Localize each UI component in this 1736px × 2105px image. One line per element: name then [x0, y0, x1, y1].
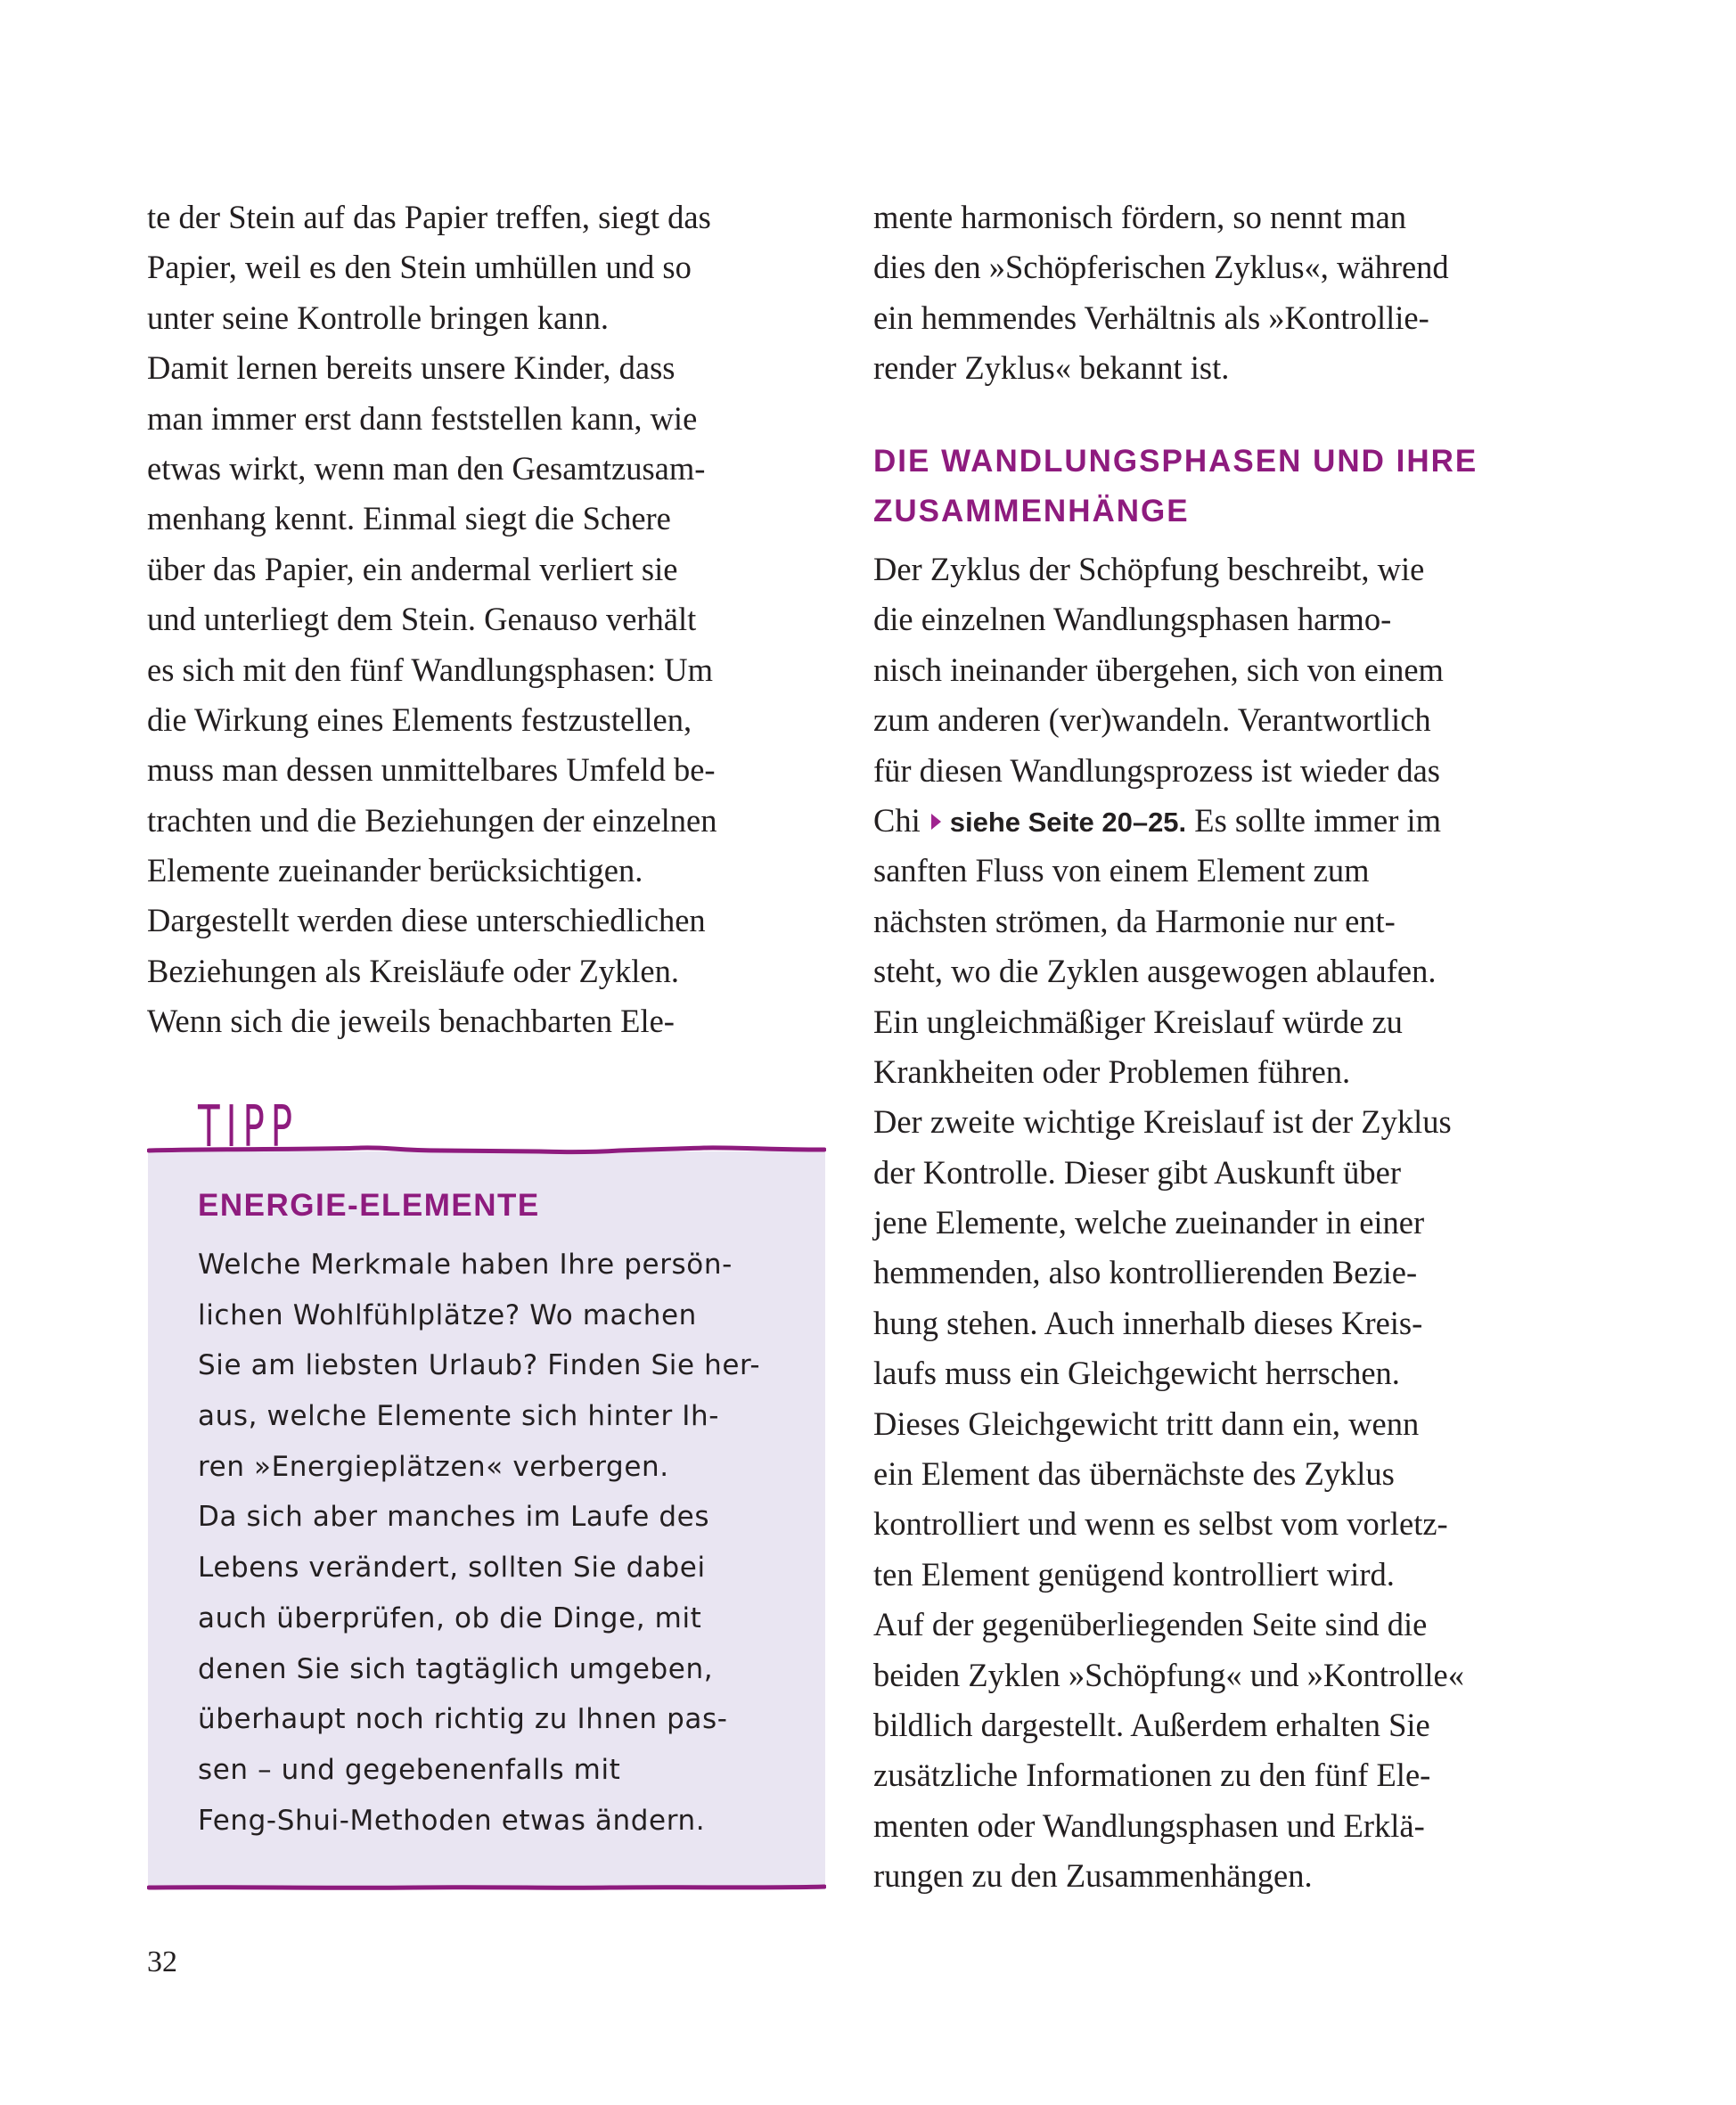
- text-line: mente harmonisch fördern, so nennt man: [873, 199, 1407, 235]
- text-line: Krankheiten oder Problemen führen.: [873, 1052, 1351, 1090]
- text-line: Ein ungleichmäßiger Kreislauf würde zu: [873, 1003, 1403, 1040]
- text-line: hemmenden, also kontrollierenden Bezie-: [873, 1254, 1418, 1291]
- text-line: Welche Merkmale haben Ihre persön-: [198, 1249, 733, 1281]
- text-line: nisch ineinander übergehen, sich von einem: [873, 651, 1444, 688]
- text-line: man immer erst dann feststellen kann, wie: [147, 399, 698, 437]
- tipp-top-line: [147, 1144, 826, 1155]
- text-line: ein Element das übernächste des Zyklus: [873, 1455, 1395, 1493]
- text-line: Wenn sich die jeweils benachbarten Ele-: [147, 1003, 675, 1040]
- text-line: der Kontrolle. Dieser gibt Auskunft über: [873, 1153, 1401, 1191]
- text-line: te der Stein auf das Papier treffen, siegt das: [147, 199, 711, 235]
- section-heading-line: DIE WANDLUNGSPHASEN UND IHRE: [873, 444, 1478, 479]
- text-line: es sich mit den fünf Wandlungsphasen: Um: [147, 651, 714, 688]
- text-line: rungen zu den Zusammenhängen.: [873, 1857, 1313, 1895]
- text-line: ein hemmendes Verhältnis als »Kontrollie-: [873, 299, 1429, 336]
- text-line: muss man dessen unmittelbares Umfeld be-: [147, 751, 716, 789]
- section-heading-line: ZUSAMMENHÄNGE: [873, 494, 1190, 528]
- text-line: Dargestellt werden diese unterschiedlichen: [147, 902, 706, 939]
- text-line: jene Elemente, welche zueinander in einer: [873, 1204, 1425, 1241]
- text-line: dies den »Schöpferischen Zyklus«, während: [873, 249, 1449, 286]
- text-line: bildlich dargestellt. Außerdem erhalten Sie: [873, 1706, 1430, 1743]
- text-line: nächsten strömen, da Harmonie nur ent-: [873, 902, 1396, 939]
- text-line: die Wirkung eines Elements festzustellen,: [147, 700, 692, 738]
- right-column-intro: [873, 192, 1449, 394]
- text-line: aus, welche Elemente sich hinter Ih-: [198, 1400, 720, 1433]
- left-column-text: [147, 192, 717, 1047]
- text-line: laufs muss ein Gleichgewicht herrschen.: [873, 1355, 1400, 1392]
- text-line: zum anderen (ver)wandeln. Verantwortlich: [873, 701, 1431, 739]
- section-heading: [873, 437, 1478, 536]
- text-line: Der zweite wichtige Kreislauf ist der Zyklus: [873, 1103, 1452, 1141]
- text-line: trachten und die Beziehungen der einzelnen: [147, 801, 717, 839]
- text-line: etwas wirkt, wenn man den Gesamtzusam-: [147, 449, 706, 487]
- text-line: sen – und gegebenenfalls mit: [198, 1753, 621, 1786]
- tipp-bottom-line: [147, 1882, 826, 1893]
- text-line: unter seine Kontrolle bringen kann.: [147, 299, 609, 336]
- text-line: Beziehungen als Kreisläufe oder Zyklen.: [147, 952, 679, 989]
- text-line: Papier, weil es den Stein umhüllen und so: [147, 249, 692, 286]
- tipp-title: TIPP: [198, 1094, 299, 1160]
- text-line: und unterliegt dem Stein. Genauso verhält: [147, 601, 697, 638]
- text-line: Da sich aber manches im Laufe des: [198, 1501, 710, 1534]
- text-line: Elemente zueinander berücksichtigen.: [147, 852, 643, 889]
- text-line: beiden Zyklen »Schöpfung« und »Kontrolle«: [873, 1656, 1464, 1693]
- arrow-right-icon: [931, 814, 941, 830]
- text-line: render Zyklus« bekannt ist.: [873, 349, 1230, 387]
- text-line: über das Papier, ein andermal verliert sie: [147, 550, 678, 587]
- text-line: auch überprüfen, ob die Dinge, mit: [198, 1601, 702, 1634]
- text-line: Sie am liebsten Urlaub? Finden Sie her-: [198, 1349, 761, 1382]
- text-line: ten Element genügend kontrolliert wird.: [873, 1555, 1395, 1593]
- page-reference-link[interactable]: siehe Seite 20–25.: [949, 806, 1187, 838]
- tipp-heading: ENERGIE-ELEMENTE: [198, 1188, 540, 1223]
- text-line: zusätzliche Informationen zu den fünf Ele-: [873, 1757, 1431, 1794]
- text-line: menten oder Wandlungsphasen und Erklä-: [873, 1806, 1425, 1844]
- right-column-body: [873, 545, 1464, 1902]
- text-line: Dieses Gleichgewicht tritt dann ein, wenn: [873, 1405, 1420, 1442]
- tipp-text: [198, 1240, 760, 1846]
- text-line: Feng-Shui-Methoden etwas ändern.: [198, 1804, 706, 1837]
- text-line: Damit lernen bereits unsere Kinder, dass: [147, 349, 676, 387]
- text-line: ren »Energieplätzen« verbergen.: [198, 1450, 669, 1483]
- text-line: die einzelnen Wandlungsphasen harmo-: [873, 601, 1392, 638]
- page-number: 32: [147, 1945, 177, 1978]
- text-line: für diesen Wandlungsprozess ist wieder das: [873, 751, 1441, 789]
- text-line: denen Sie sich tagtäglich umgeben,: [198, 1652, 714, 1685]
- text-line: sanften Fluss von einem Element zum: [873, 852, 1370, 889]
- text: Chi: [873, 801, 921, 839]
- text-line: steht, wo die Zyklen ausgewogen ablaufen.: [873, 953, 1437, 990]
- text-line: lichen Wohlfühlplätze? Wo machen: [198, 1298, 697, 1331]
- text-line: überhaupt noch richtig zu Ihnen pas-: [198, 1703, 728, 1736]
- text: Es sollte immer im: [1186, 801, 1442, 839]
- text-line: menhang kennt. Einmal siegt die Schere: [147, 500, 671, 537]
- text-line: Auf der gegenüberliegenden Seite sind die: [873, 1606, 1428, 1643]
- reference-line: [873, 796, 1464, 846]
- text-line: Lebens verändert, sollten Sie dabei: [198, 1552, 706, 1585]
- text-line: hung stehen. Auch innerhalb dieses Kreis-: [873, 1304, 1423, 1341]
- text-line: Der Zyklus der Schöpfung beschreibt, wie: [873, 551, 1425, 587]
- text-line: kontrolliert und wenn es selbst vom vorletz-: [873, 1505, 1448, 1543]
